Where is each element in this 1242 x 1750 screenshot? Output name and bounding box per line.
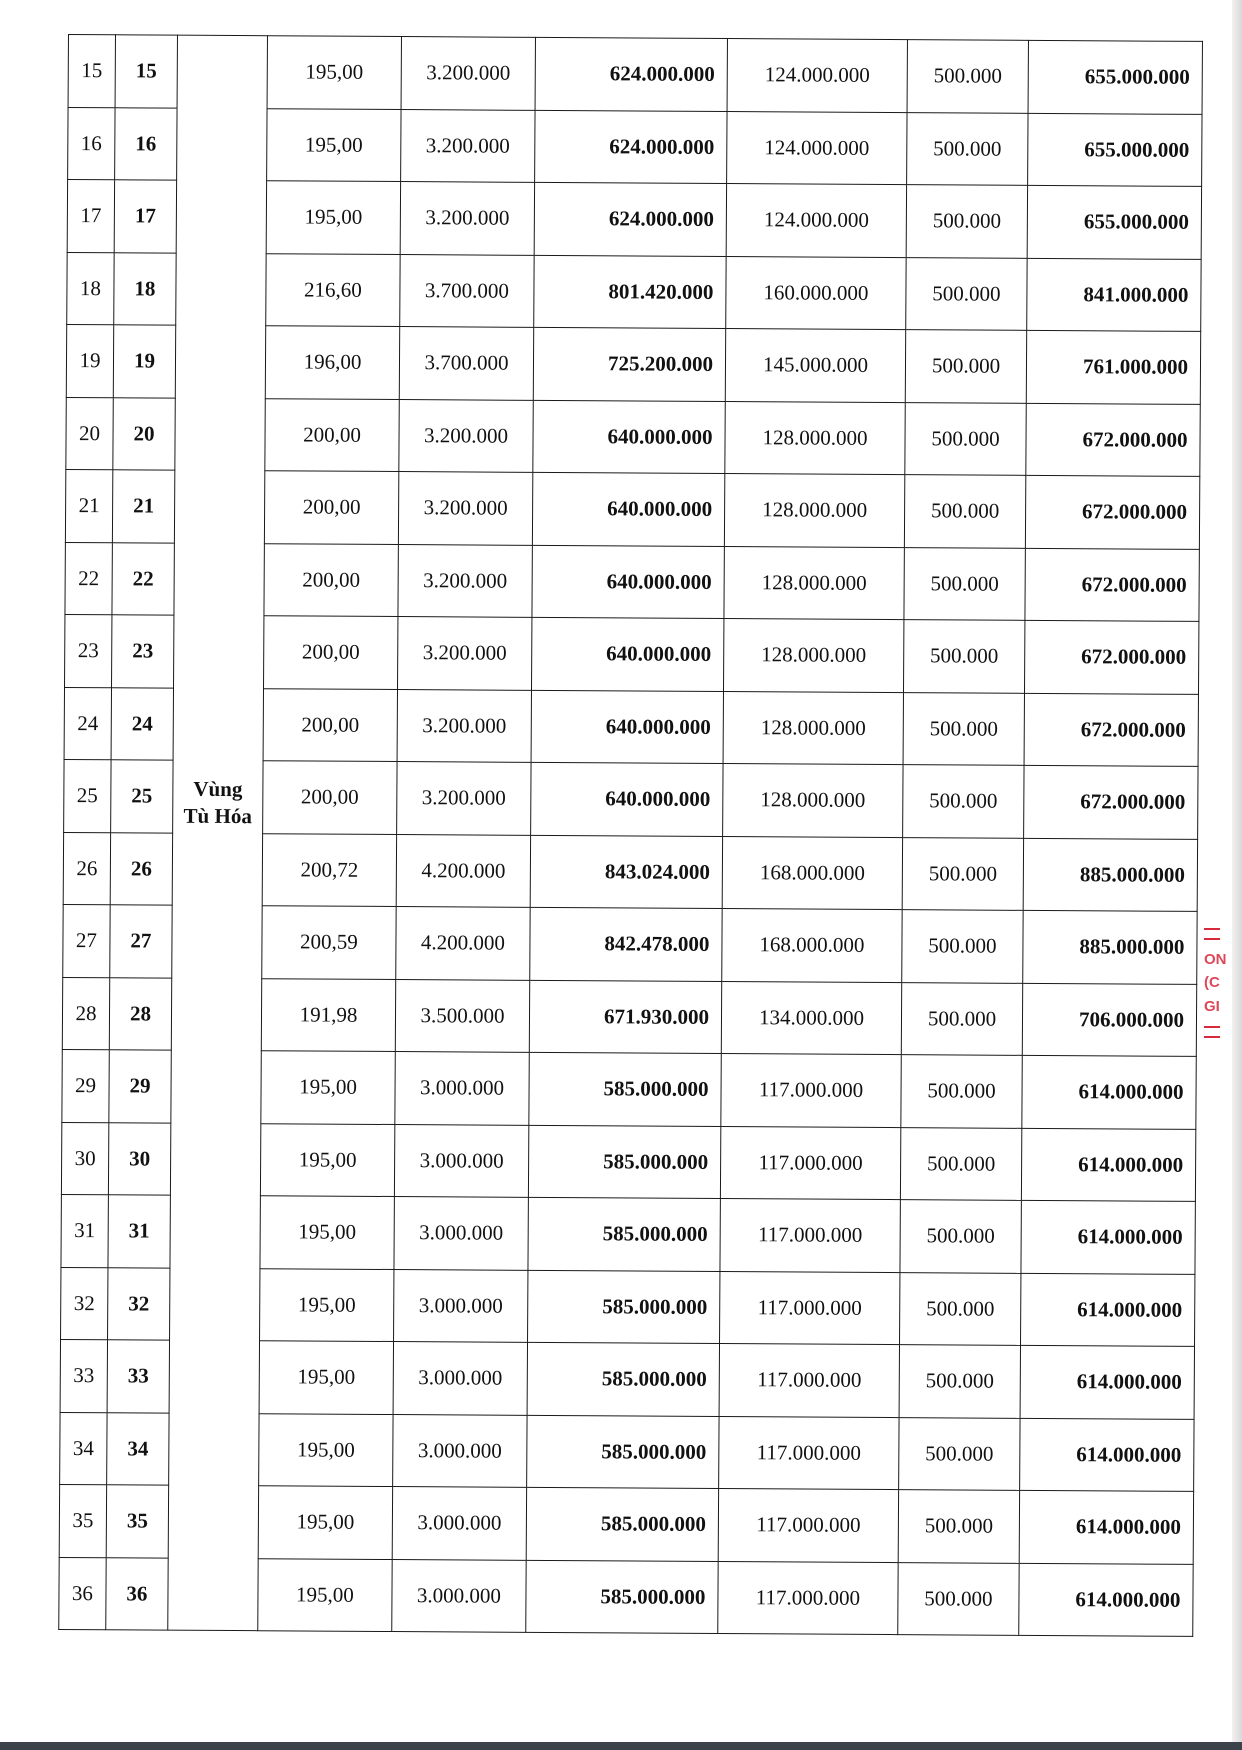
deposit-cell: 117.000.000 — [721, 1054, 901, 1128]
land-value-cell: 585.000.000 — [528, 1125, 720, 1199]
fee-cell: 500.000 — [902, 837, 1023, 910]
total-cell: 706.000.000 — [1022, 983, 1196, 1057]
land-value-cell: 640.000.000 — [531, 690, 723, 764]
deposit-cell: 117.000.000 — [719, 1416, 899, 1490]
area-cell: 200,00 — [264, 616, 398, 689]
deposit-cell: 124.000.000 — [726, 184, 906, 258]
unit-price-cell: 3.000.000 — [393, 1342, 527, 1415]
deposit-cell: 124.000.000 — [727, 111, 907, 185]
unit-price-cell: 4.200.000 — [396, 907, 530, 980]
area-cell: 195,00 — [267, 36, 401, 109]
land-value-cell: 640.000.000 — [532, 472, 724, 546]
unit-price-cell: 3.000.000 — [395, 1052, 529, 1125]
area-cell: 195,00 — [266, 181, 400, 254]
area-cell: 216,60 — [266, 253, 400, 326]
lot-number-cell: 27 — [110, 905, 172, 978]
total-cell: 614.000.000 — [1020, 1345, 1194, 1419]
unit-price-cell: 3.200.000 — [401, 109, 535, 182]
row-index-cell: 34 — [60, 1412, 107, 1485]
area-cell: 196,00 — [265, 326, 399, 399]
unit-price-cell: 3.000.000 — [394, 1197, 528, 1270]
land-value-cell: 640.000.000 — [531, 762, 723, 836]
land-value-cell: 801.420.000 — [534, 255, 726, 329]
unit-price-cell: 3.000.000 — [392, 1487, 526, 1560]
area-cell: 191,98 — [261, 978, 395, 1051]
total-cell: 761.000.000 — [1026, 330, 1200, 404]
lot-number-cell: 17 — [114, 180, 176, 253]
deposit-cell: 128.000.000 — [724, 474, 904, 548]
area-cell: 200,72 — [262, 833, 396, 906]
seal-fragment: ON — [1204, 951, 1227, 968]
fee-cell: 500.000 — [904, 547, 1025, 620]
scan-bottom-edge — [0, 1742, 1242, 1750]
land-price-table — [58, 34, 1203, 1637]
deposit-cell: 128.000.000 — [725, 401, 905, 475]
row-index-cell: 30 — [61, 1122, 108, 1195]
area-cell: 195,00 — [258, 1558, 392, 1631]
seal-text-fragments — [1204, 948, 1228, 1018]
area-cell: 200,00 — [264, 543, 398, 616]
scan-page-edge — [1232, 0, 1242, 1742]
total-cell: 885.000.000 — [1023, 838, 1197, 912]
row-index-cell: 17 — [67, 180, 114, 253]
unit-price-cell: 3.200.000 — [399, 399, 533, 472]
lot-number-cell: 23 — [112, 615, 174, 688]
deposit-cell: 117.000.000 — [719, 1344, 899, 1418]
land-value-cell: 624.000.000 — [534, 182, 726, 256]
land-value-cell: 640.000.000 — [533, 400, 725, 474]
total-cell: 614.000.000 — [1022, 1055, 1196, 1129]
row-index-cell: 20 — [66, 397, 113, 470]
fee-cell: 500.000 — [903, 692, 1024, 765]
deposit-cell: 134.000.000 — [721, 981, 901, 1055]
deposit-cell: 117.000.000 — [720, 1271, 900, 1345]
unit-price-cell: 4.200.000 — [396, 834, 530, 907]
row-index-cell: 27 — [63, 904, 110, 977]
lot-number-cell: 21 — [112, 470, 174, 543]
total-cell: 655.000.000 — [1028, 40, 1202, 114]
fee-cell: 500.000 — [906, 185, 1027, 258]
zone-label-line1: Vùng — [193, 776, 243, 801]
unit-price-cell: 3.200.000 — [398, 617, 532, 690]
lot-number-cell: 15 — [115, 35, 177, 108]
unit-price-cell: 3.000.000 — [394, 1124, 528, 1197]
lot-number-cell: 24 — [111, 687, 173, 760]
deposit-cell: 128.000.000 — [724, 546, 904, 620]
fee-cell: 500.000 — [901, 1055, 1022, 1128]
deposit-cell: 117.000.000 — [718, 1561, 898, 1635]
area-cell: 195,00 — [259, 1413, 393, 1486]
lot-number-cell: 26 — [110, 832, 172, 905]
unit-price-cell: 3.200.000 — [401, 37, 535, 110]
seal-rule-bottom — [1204, 1026, 1220, 1028]
seal-fragment: (C — [1204, 974, 1220, 992]
total-cell: 672.000.000 — [1026, 403, 1200, 477]
lot-number-cell: 33 — [107, 1340, 169, 1413]
unit-price-cell: 3.700.000 — [400, 254, 534, 327]
land-value-cell: 585.000.000 — [526, 1487, 718, 1561]
row-index-cell: 28 — [62, 977, 109, 1050]
lot-number-cell: 34 — [107, 1412, 169, 1485]
total-cell: 614.000.000 — [1021, 1128, 1195, 1202]
area-cell: 195,00 — [260, 1123, 394, 1196]
deposit-cell: 117.000.000 — [720, 1126, 900, 1200]
land-value-cell: 842.478.000 — [530, 907, 722, 981]
deposit-cell: 128.000.000 — [723, 691, 903, 765]
row-index-cell: 18 — [67, 252, 114, 325]
total-cell: 614.000.000 — [1021, 1273, 1195, 1347]
land-value-cell: 843.024.000 — [530, 835, 722, 909]
total-cell: 672.000.000 — [1025, 475, 1199, 549]
area-cell: 195,00 — [260, 1268, 394, 1341]
row-index-cell: 25 — [64, 759, 111, 832]
deposit-cell: 124.000.000 — [727, 39, 907, 113]
deposit-cell: 128.000.000 — [723, 764, 903, 838]
land-value-cell: 725.200.000 — [533, 327, 725, 401]
lot-number-cell: 25 — [111, 760, 173, 833]
area-cell: 195,00 — [261, 1051, 395, 1124]
unit-price-cell: 3.700.000 — [399, 327, 533, 400]
fee-cell: 500.000 — [905, 402, 1026, 475]
row-index-cell: 15 — [68, 35, 115, 108]
total-cell: 885.000.000 — [1023, 910, 1197, 984]
lot-number-cell: 36 — [106, 1557, 168, 1630]
zone-cell — [168, 35, 268, 1631]
row-index-cell: 24 — [64, 687, 111, 760]
land-value-cell: 585.000.000 — [527, 1415, 719, 1489]
row-index-cell: 26 — [63, 832, 110, 905]
total-cell: 614.000.000 — [1021, 1200, 1195, 1274]
area-cell: 195,00 — [260, 1196, 394, 1269]
land-value-cell: 585.000.000 — [526, 1560, 718, 1634]
unit-price-cell: 3.200.000 — [397, 689, 531, 762]
row-index-cell: 19 — [66, 324, 113, 397]
fee-cell: 500.000 — [900, 1200, 1021, 1273]
area-cell: 200,00 — [265, 398, 399, 471]
total-cell: 672.000.000 — [1024, 765, 1198, 839]
land-value-cell: 585.000.000 — [528, 1270, 720, 1344]
fee-cell: 500.000 — [898, 1562, 1019, 1635]
area-cell: 200,00 — [263, 761, 397, 834]
total-cell: 672.000.000 — [1025, 548, 1199, 622]
land-value-cell: 671.930.000 — [529, 980, 721, 1054]
lot-number-cell: 32 — [108, 1267, 170, 1340]
land-price-table-container — [58, 34, 1202, 1637]
area-cell: 200,59 — [262, 906, 396, 979]
fee-cell: 500.000 — [903, 765, 1024, 838]
total-cell: 655.000.000 — [1027, 185, 1201, 259]
fee-cell: 500.000 — [900, 1272, 1021, 1345]
seal-rule-top-2 — [1204, 938, 1220, 940]
fee-cell: 500.000 — [904, 475, 1025, 548]
land-value-cell: 640.000.000 — [532, 617, 724, 691]
fee-cell: 500.000 — [906, 257, 1027, 330]
total-cell: 614.000.000 — [1019, 1490, 1193, 1564]
total-cell: 672.000.000 — [1024, 693, 1198, 767]
land-value-cell: 624.000.000 — [535, 110, 727, 184]
fee-cell: 500.000 — [907, 112, 1028, 185]
fee-cell: 500.000 — [898, 1490, 1019, 1563]
seal-fragment: GI — [1204, 997, 1220, 1015]
fee-cell: 500.000 — [902, 910, 1023, 983]
seal-rule-bottom-2 — [1204, 1036, 1220, 1038]
row-index-cell: 31 — [61, 1194, 108, 1267]
lot-number-cell: 31 — [108, 1195, 170, 1268]
land-value-cell: 585.000.000 — [527, 1342, 719, 1416]
unit-price-cell: 3.000.000 — [394, 1269, 528, 1342]
deposit-cell: 145.000.000 — [725, 329, 905, 403]
fee-cell: 500.000 — [899, 1417, 1020, 1490]
unit-price-cell: 3.200.000 — [398, 472, 532, 545]
fee-cell: 500.000 — [901, 982, 1022, 1055]
total-cell: 841.000.000 — [1027, 258, 1201, 332]
row-index-cell: 33 — [60, 1339, 107, 1412]
area-cell: 195,00 — [258, 1486, 392, 1559]
land-value-cell: 585.000.000 — [528, 1197, 720, 1271]
unit-price-cell: 3.200.000 — [398, 544, 532, 617]
fee-cell: 500.000 — [905, 330, 1026, 403]
row-index-cell: 23 — [65, 614, 112, 687]
land-value-cell: 624.000.000 — [535, 37, 727, 111]
row-index-cell: 32 — [61, 1267, 108, 1340]
row-index-cell: 36 — [59, 1557, 106, 1630]
row-index-cell: 16 — [68, 107, 115, 180]
deposit-cell: 160.000.000 — [726, 256, 906, 330]
deposit-cell: 117.000.000 — [718, 1489, 898, 1563]
deposit-cell: 168.000.000 — [722, 836, 902, 910]
fee-cell: 500.000 — [899, 1345, 1020, 1418]
red-seal-stamp — [1204, 920, 1228, 1120]
area-cell: 195,00 — [259, 1341, 393, 1414]
lot-number-cell: 20 — [113, 397, 175, 470]
total-cell: 614.000.000 — [1019, 1563, 1193, 1637]
land-value-cell: 640.000.000 — [532, 545, 724, 619]
fee-cell: 500.000 — [900, 1127, 1021, 1200]
land-value-cell: 585.000.000 — [529, 1052, 721, 1126]
row-index-cell: 29 — [62, 1049, 109, 1122]
deposit-cell: 128.000.000 — [723, 619, 903, 693]
area-cell: 200,00 — [263, 688, 397, 761]
lot-number-cell: 22 — [112, 542, 174, 615]
row-index-cell: 21 — [65, 469, 112, 542]
total-cell: 614.000.000 — [1020, 1418, 1194, 1492]
unit-price-cell: 3.200.000 — [397, 762, 531, 835]
total-cell: 672.000.000 — [1024, 620, 1198, 694]
unit-price-cell: 3.200.000 — [400, 182, 534, 255]
row-index-cell: 35 — [59, 1484, 106, 1557]
lot-number-cell: 18 — [114, 252, 176, 325]
deposit-cell: 168.000.000 — [722, 909, 902, 983]
lot-number-cell: 16 — [115, 107, 177, 180]
total-cell: 655.000.000 — [1028, 113, 1202, 187]
lot-number-cell: 19 — [113, 325, 175, 398]
table-row — [68, 35, 1202, 114]
lot-number-cell: 28 — [109, 977, 171, 1050]
area-cell: 195,00 — [267, 108, 401, 181]
lot-number-cell: 29 — [109, 1050, 171, 1123]
unit-price-cell: 3.000.000 — [392, 1559, 526, 1632]
deposit-cell: 117.000.000 — [720, 1199, 900, 1273]
row-index-cell: 22 — [65, 542, 112, 615]
seal-rule-top — [1204, 928, 1220, 930]
area-cell: 200,00 — [264, 471, 398, 544]
fee-cell: 500.000 — [907, 40, 1028, 113]
unit-price-cell: 3.500.000 — [395, 979, 529, 1052]
unit-price-cell: 3.000.000 — [393, 1414, 527, 1487]
zone-label-line2: Tù Hóa — [183, 803, 252, 829]
lot-number-cell: 35 — [106, 1485, 168, 1558]
lot-number-cell: 30 — [108, 1122, 170, 1195]
table-body — [59, 35, 1203, 1637]
fee-cell: 500.000 — [903, 620, 1024, 693]
